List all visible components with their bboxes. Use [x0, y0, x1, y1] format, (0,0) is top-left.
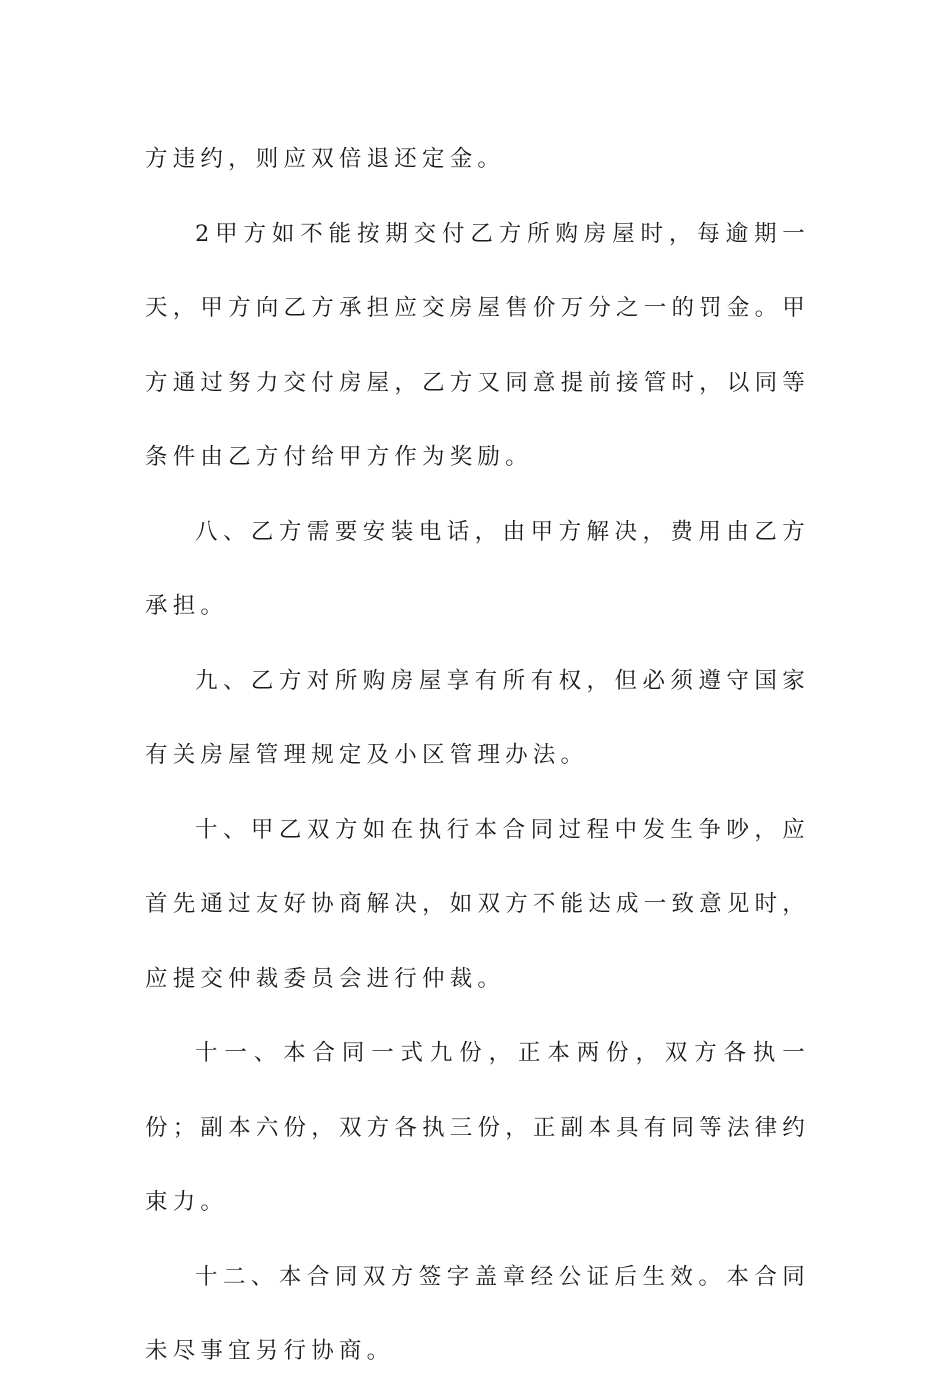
document-body — [145, 122, 810, 1389]
paragraph-clause-7-2: 2甲方如不能按期交付乙方所购房屋时，每逾期一天，甲方向乙方承担应交房屋售价万分之一的罚金。甲方通过努力交付房屋，乙方又同意提前接管时，以同等条件由乙方付给甲方作为奖励。 — [145, 220, 810, 470]
paragraph-clause-10: 十、甲乙双方如在执行本合同过程中发生争吵，应首先通过友好协商解决，如双方不能达成一致意见时，应提交仲裁委员会进行仲裁。 — [145, 816, 810, 992]
paragraph-clause-12: 十二、本合同双方签字盖章经公证后生效。本合同未尽事宜另行协商。 — [145, 1263, 810, 1364]
paragraph-clause-8: 八、乙方需要安装电话，由甲方解决，费用由乙方承担。 — [145, 518, 810, 619]
paragraph-clause-9: 九、乙方对所购房屋享有所有权，但必须遵守国家有关房屋管理规定及小区管理办法。 — [145, 667, 810, 768]
paragraph-clause-11: 十一、本合同一式九份，正本两份，双方各执一份；副本六份，双方各执三份，正副本具有同等法律约束力。 — [145, 1040, 810, 1215]
paragraph-continuation: 方违约，则应双倍退还定金。 — [145, 146, 506, 172]
